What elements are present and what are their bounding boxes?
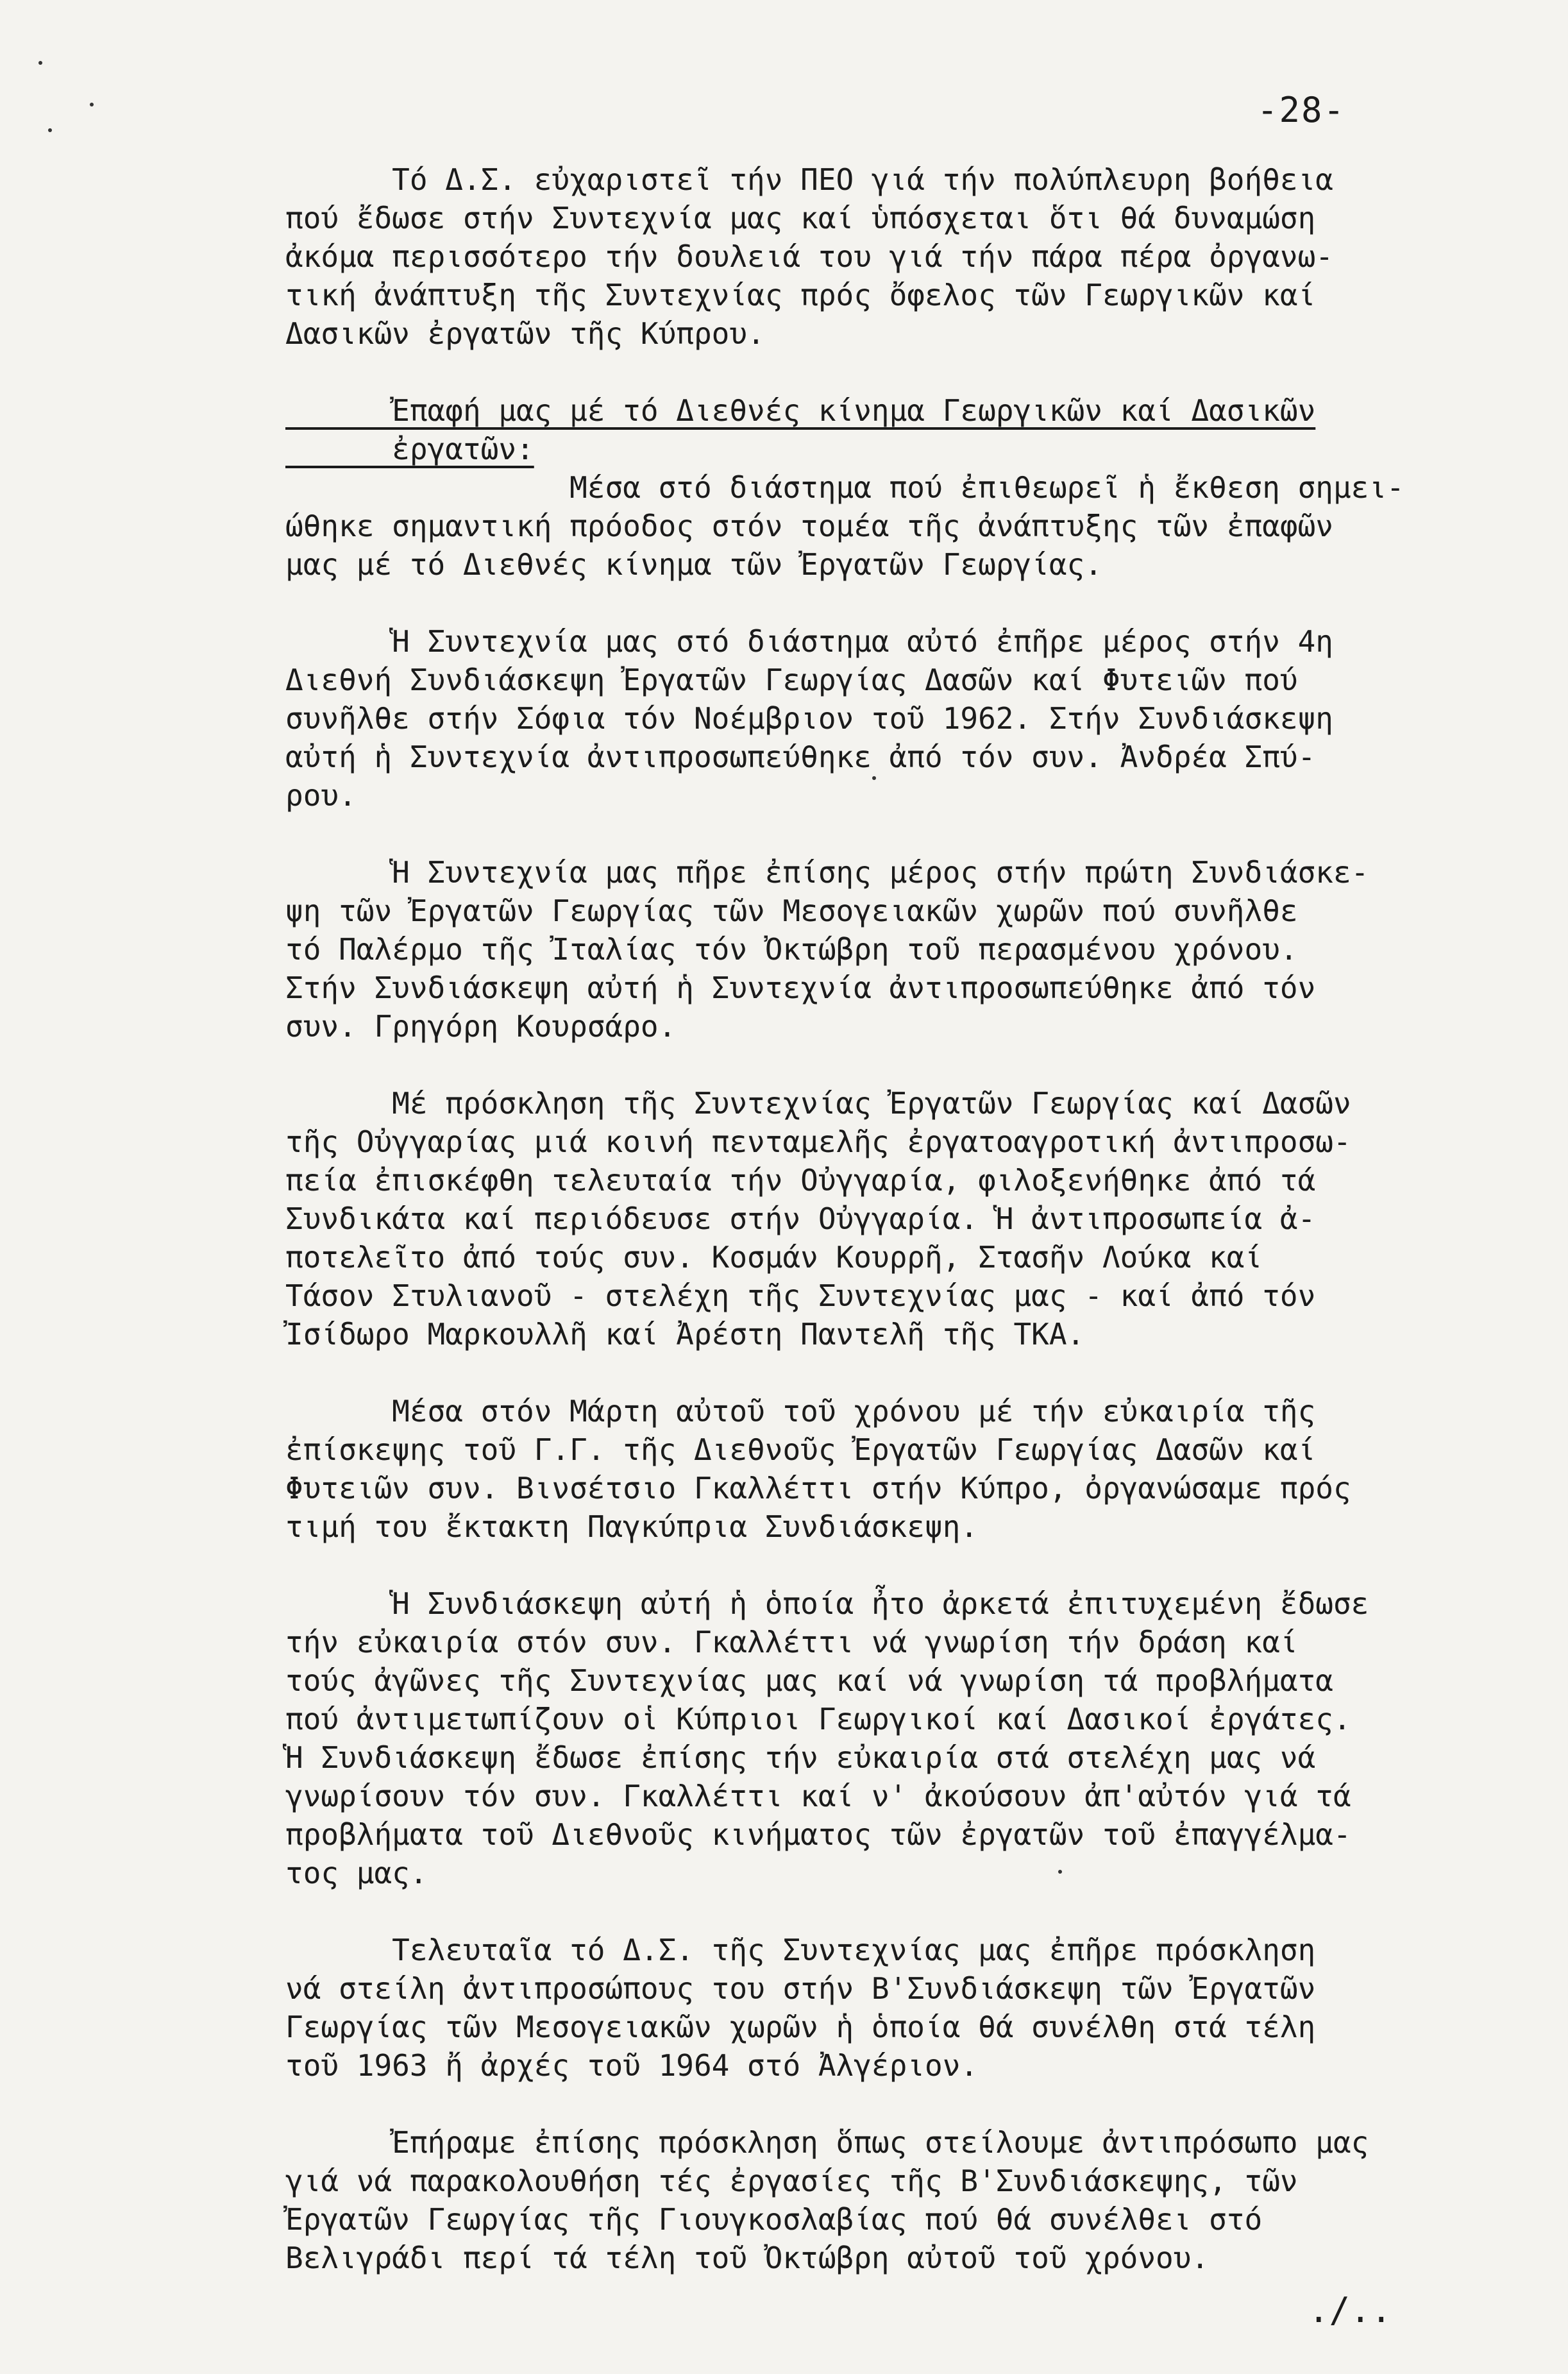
document-body (285, 160, 1504, 2316)
text-line: Τελευταῖα τό Δ.Σ. τῆς Συντεχνίας μας ἐπῆρε πρόσκληση (285, 1933, 1316, 1967)
section-heading: Ἐπαφή μας μέ τό Διεθνές κίνημα Γεωργικῶν καί Δασικῶν (285, 393, 1316, 428)
text-line: Μέσα στό διάστημα πού ἐπιθεωρεῖ ἡ ἔκθεση σημει- (285, 470, 1404, 505)
text-line: τό Παλέρμο τῆς Ἰταλίας τόν Ὀκτώβρη τοῦ περασμένου χρόνου. (285, 932, 1298, 967)
scan-speck (1058, 1870, 1062, 1874)
text-line: τιμή του ἔκτακτη Παγκύπρια Συνδιάσκεψη. (285, 1509, 979, 1544)
text-line: Συνδικάτα καί περιόδευσε στήν Οὐγγαρία. Ἡ ἀντιπροσωπεία ἀ- (285, 1201, 1316, 1236)
text-line: πού ἀντιμετωπίζουν οἱ Κύπριοι Γεωργικοί καί Δασικοί ἐργάτες. (285, 1702, 1351, 1736)
text-line: γνωρίσουν τόν συν. Γκαλλέττι καί ν' ἀκούσουν ἀπ'αὐτόν γιά τά (285, 1779, 1351, 1813)
text-line: τῆς Οὐγγαρίας μιά κοινή πενταμελῆς ἐργατοαγροτική ἀντιπροσω- (285, 1124, 1351, 1159)
text-line: Ἡ Συντεχνία μας στό διάστημα αὐτό ἐπῆρε μέρος στήν 4η (285, 624, 1333, 659)
text-line: γιά νά παρακολουθήση τές ἐργασίες τῆς Β'Συνδιάσκεψης, τῶν (285, 2164, 1298, 2198)
text-line: πεία ἐπισκέφθη τελευταία τήν Οὐγγαρία, φιλοξενήθηκε ἀπό τά (285, 1163, 1316, 1198)
text-line: Δασικῶν ἐργατῶν τῆς Κύπρου. (285, 316, 765, 351)
text-line: Γεωργίας τῶν Μεσογειακῶν χωρῶν ἡ ὁποία θά συνέλθη στά τέλη (285, 2010, 1316, 2044)
text-line: Τό Δ.Σ. εὐχαριστεῖ τήν ΠΕΟ γιά τήν πολύπλευρη βοήθεια (285, 162, 1333, 197)
text-line: Στήν Συνδιάσκεψη αὐτή ἡ Συντεχνία ἀντιπροσωπεύθηκε ἀπό τόν (285, 971, 1316, 1005)
text-line: ψη τῶν Ἐργατῶν Γεωργίας τῶν Μεσογειακῶν χωρῶν πού συνῆλθε (285, 894, 1298, 928)
section-heading: ἐργατῶν: (285, 432, 534, 466)
text-line: Ἐργατῶν Γεωργίας τῆς Γιουγκοσλαβίας πού θά συνέλθει στό (285, 2202, 1263, 2237)
paragraph (285, 391, 1504, 584)
text-line: νά στείλη ἀντιπροσώπους του στήν Β'Συνδιάσκεψη τῶν Ἐργατῶν (285, 1971, 1316, 2006)
text-line: ποτελεῖτο ἀπό τούς συν. Κοσμάν Κουρρῆ, Στασῆν Λούκα καί (285, 1240, 1263, 1275)
text-line: Διεθνή Συνδιάσκεψη Ἐργατῶν Γεωργίας Δασῶν καί Φυτειῶν πού (285, 663, 1298, 697)
scan-speck (90, 103, 94, 106)
continuation-mark: ./.. (1308, 2290, 1392, 2330)
text-line: Ἐπήραμε ἐπίσης πρόσκληση ὅπως στείλουμε ἀντιπρόσωπο μας (285, 2125, 1369, 2160)
paragraph (285, 622, 1504, 815)
text-line: Βελιγράδι περί τά τέλη τοῦ Ὀκτώβρη αὐτοῦ τοῦ χρόνου. (285, 2241, 1210, 2275)
text-line: Ἡ Συνδιάσκεψη αὐτή ἡ ὁποία ἦτο ἀρκετά ἐπιτυχεμένη ἔδωσε (285, 1586, 1369, 1621)
paragraph (285, 1084, 1504, 1353)
text-line: αὐτή ἡ Συντεχνία ἀντιπροσωπεύθηκε ἀπό τόν συν. Ἀνδρέα Σπύ- (285, 740, 1316, 774)
scan-speck (872, 776, 876, 780)
text-line: τος μας. (285, 1856, 428, 1890)
text-line: τοῦ 1963 ἤ ἀρχές τοῦ 1964 στό Ἀλγέριον. (285, 2048, 979, 2083)
text-line: Φυτειῶν συν. Βινσέτσιο Γκαλλέττι στήν Κύπρο, ὀργανώσαμε πρός (285, 1471, 1351, 1505)
text-line: ώθηκε σημαντική πρόοδος στόν τομέα τῆς ἀνάπτυξης τῶν ἐπαφῶν (285, 509, 1333, 543)
text-line: ἀκόμα περισσότερο τήν δουλειά του γιά τήν πάρα πέρα ὀργανω- (285, 239, 1333, 274)
scan-speck (48, 128, 52, 132)
paragraph (285, 1392, 1504, 1546)
text-line: προβλήματα τοῦ Διεθνοῦς κινήματος τῶν ἐργατῶν τοῦ ἐπαγγέλμα- (285, 1817, 1351, 1852)
text-line: τική ἀνάπτυξη τῆς Συντεχνίας πρός ὄφελος τῶν Γεωργικῶν καί (285, 278, 1316, 312)
text-line: Τάσον Στυλιανοῦ - στελέχη τῆς Συντεχνίας μας - καί ἀπό τόν (285, 1278, 1316, 1313)
text-line: συν. Γρηγόρη Κουρσάρο. (285, 1009, 677, 1044)
text-line: Ἡ Συνδιάσκεψη ἔδωσε ἐπίσης τήν εὐκαιρία στά στελέχη μας νά (285, 1740, 1316, 1775)
paragraph (285, 160, 1504, 353)
text-line: Μέσα στόν Μάρτη αὐτοῦ τοῦ χρόνου μέ τήν εὐκαιρία τῆς (285, 1394, 1316, 1429)
text-line: Μέ πρόσκληση τῆς Συντεχνίας Ἐργατῶν Γεωργίας καί Δασῶν (285, 1086, 1351, 1121)
scan-speck (38, 61, 42, 65)
text-line: τούς ἀγῶνες τῆς Συντεχνίας μας καί νά γνωρίση τά προβλήματα (285, 1663, 1333, 1698)
text-line: ρου. (285, 778, 357, 813)
text-line: μας μέ τό Διεθνές κίνημα τῶν Ἐργατῶν Γεωργίας. (285, 547, 1102, 582)
paragraph (285, 2123, 1504, 2277)
text-line: ἐπίσκεψης τοῦ Γ.Γ. τῆς Διεθνοῦς Ἐργατῶν Γεωργίας Δασῶν καί (285, 1432, 1316, 1467)
page-number: -28- (1257, 90, 1346, 130)
paragraph (285, 1931, 1504, 2085)
paragraph (285, 853, 1504, 1046)
paragraph (285, 1584, 1504, 1892)
text-line: πού ἔδωσε στήν Συντεχνία μας καί ὑπόσχεται ὅτι θά δυναμώση (285, 201, 1316, 235)
text-line: τήν εὐκαιρία στόν συν. Γκαλλέττι νά γνωρίση τήν δράση καί (285, 1625, 1298, 1659)
text-line: Ἰσίδωρο Μαρκουλλῆ καί Ἀρέστη Παντελῆ τῆς ΤΚΑ. (285, 1317, 1085, 1352)
text-line: Ἡ Συντεχνία μας πῆρε ἐπίσης μέρος στήν πρώτη Συνδιάσκε- (285, 855, 1369, 890)
text-line: συνῆλθε στήν Σόφια τόν Νοέμβριον τοῦ 1962. Στήν Συνδιάσκεψη (285, 701, 1333, 736)
